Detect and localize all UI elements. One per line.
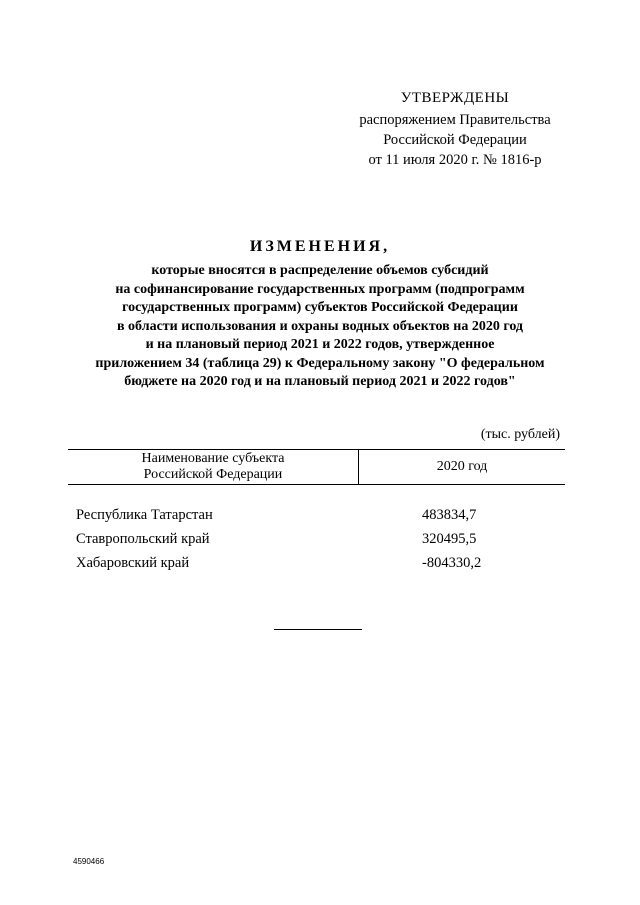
column-header-year: 2020 год — [436, 459, 488, 474]
approval-line-1: распоряжением Правительства — [359, 112, 551, 128]
column-header-name-line1: Наименование субъекта — [141, 451, 285, 466]
subtitle-line: приложением 34 (таблица 29) к Федеральному закону "О федеральном — [95, 355, 545, 371]
region-name: Республика Татарстан — [76, 506, 213, 523]
units-label: (тыс. рублей) — [480, 427, 560, 442]
region-value: 320495,5 — [422, 530, 477, 547]
table-body — [76, 503, 565, 575]
approval-line-3: от 11 июля 2020 г. № 1816-р — [368, 152, 542, 168]
subtitle-line: на софинансирование государственных программ (подпрограмм — [115, 281, 525, 297]
end-divider — [274, 629, 362, 630]
table-row — [76, 551, 565, 575]
column-header-name — [68, 450, 359, 484]
subtitle-line: и на плановый период 2021 и 2022 годов, утвержденное — [145, 337, 495, 352]
document-id: 4590466 — [73, 857, 105, 866]
document-subtitle — [60, 262, 580, 392]
column-header-name-line2: Российской Федерации — [143, 467, 283, 482]
table-header — [68, 449, 565, 485]
approval-stamp: УТВЕРЖДЕНЫ — [400, 90, 510, 106]
table-row — [76, 503, 565, 527]
subtitle-line: бюджете на 2020 год и на плановый период 2021 и 2022 годов" — [124, 374, 516, 389]
region-name: Хабаровский край — [76, 554, 190, 571]
subtitle-line: государственных программ) субъектов Российской Федерации — [122, 300, 518, 315]
approval-block — [340, 88, 570, 170]
approval-line-2: Российской Федерации — [383, 132, 527, 148]
subtitle-line: которые вносятся в распределение объемов субсидий — [151, 263, 489, 278]
region-value: -804330,2 — [422, 554, 482, 571]
region-value: 483834,7 — [422, 506, 477, 523]
region-name: Ставропольский край — [76, 530, 210, 547]
subtitle-line: в области использования и охраны водных объектов на 2020 год — [117, 318, 523, 334]
document-title: ИЗМЕНЕНИЯ, — [249, 238, 391, 255]
table-row — [76, 527, 565, 551]
